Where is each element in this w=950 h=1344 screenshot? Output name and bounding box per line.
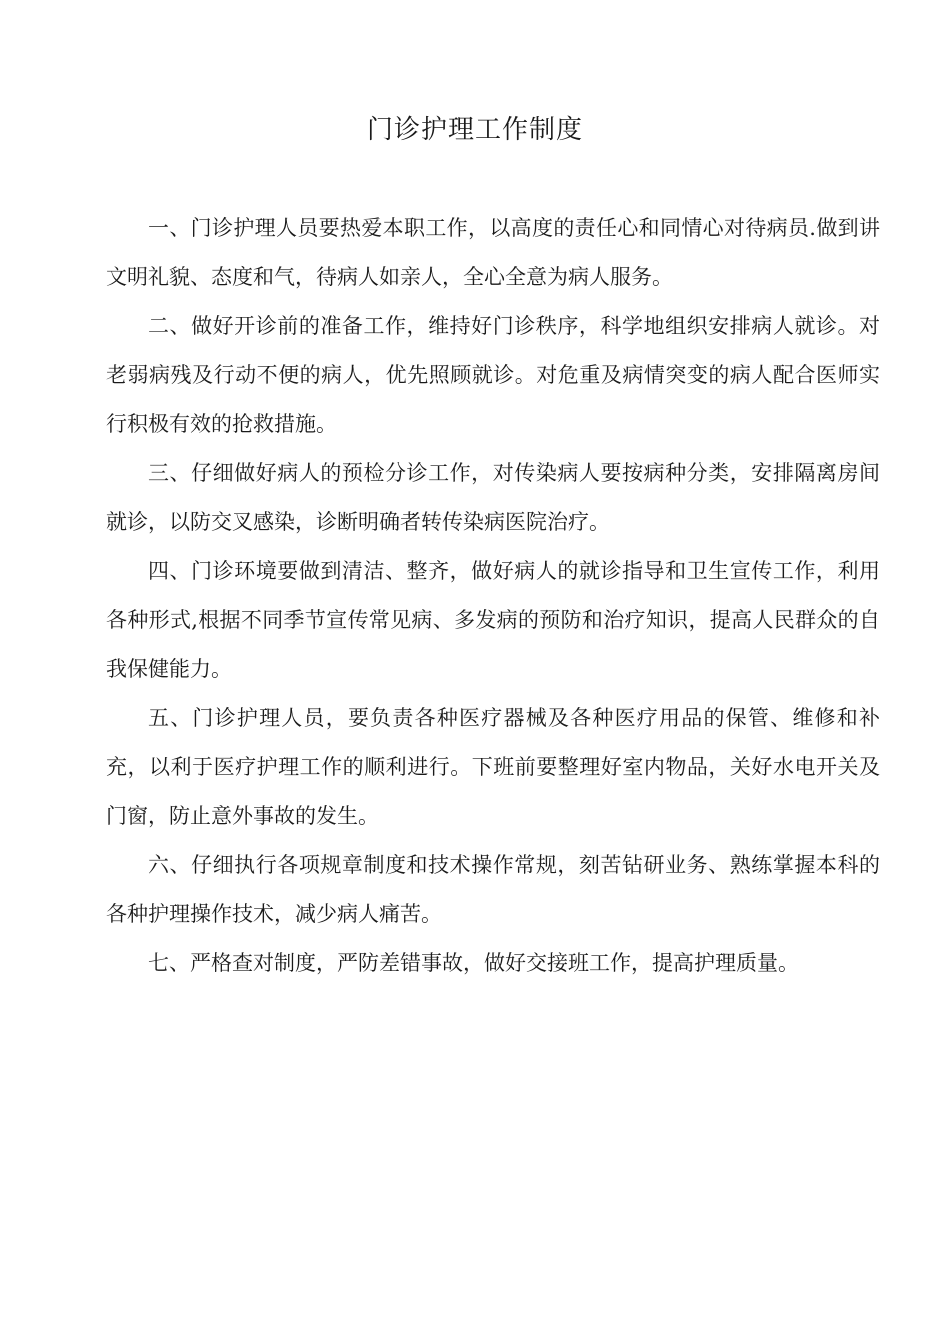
document-body bbox=[106, 204, 880, 988]
clause-1: 一、门诊护理人员要热爱本职工作，以高度的责任心和同情心对待病员.做到讲文明礼貌、态度和气，待病人如亲人，全心全意为病人服务。 bbox=[106, 216, 880, 289]
clause-5: 五、门诊护理人员，要负责各种医疗器械及各种医疗用品的保管、维修和补充，以利于医疗护理工作的顺利进行。下班前要整理好室内物品，关好水电开关及门窗，防止意外事故的发生。 bbox=[106, 706, 880, 828]
clause-2: 二、做好开诊前的准备工作，维持好门诊秩序，科学地组织安排病人就诊。对老弱病残及行动不便的病人，优先照顾就诊。对危重及病情突变的病人配合医师实行积极有效的抢救措施。 bbox=[106, 314, 880, 436]
clause-4: 四、门诊环境要做到清洁、整齐，做好病人的就诊指导和卫生宣传工作，利用各种形式,根据不同季节宣传常见病、多发病的预防和治疗知识，提高人民群众的自我保健能力。 bbox=[106, 559, 880, 681]
clause-6: 六、仔细执行各项规章制度和技术操作常规，刻苦钻研业务、熟练掌握本科的各种护理操作技术，减少病人痛苦。 bbox=[106, 853, 880, 926]
clause-7: 七、严格查对制度，严防差错事故，做好交接班工作，提高护理质量。 bbox=[148, 951, 799, 975]
document-title: 门诊护理工作制度 bbox=[366, 115, 583, 145]
clause-3: 三、仔细做好病人的预检分诊工作，对传染病人要按病种分类，安排隔离房间就诊，以防交叉感染，诊断明确者转传染病医院治疗。 bbox=[106, 461, 880, 534]
